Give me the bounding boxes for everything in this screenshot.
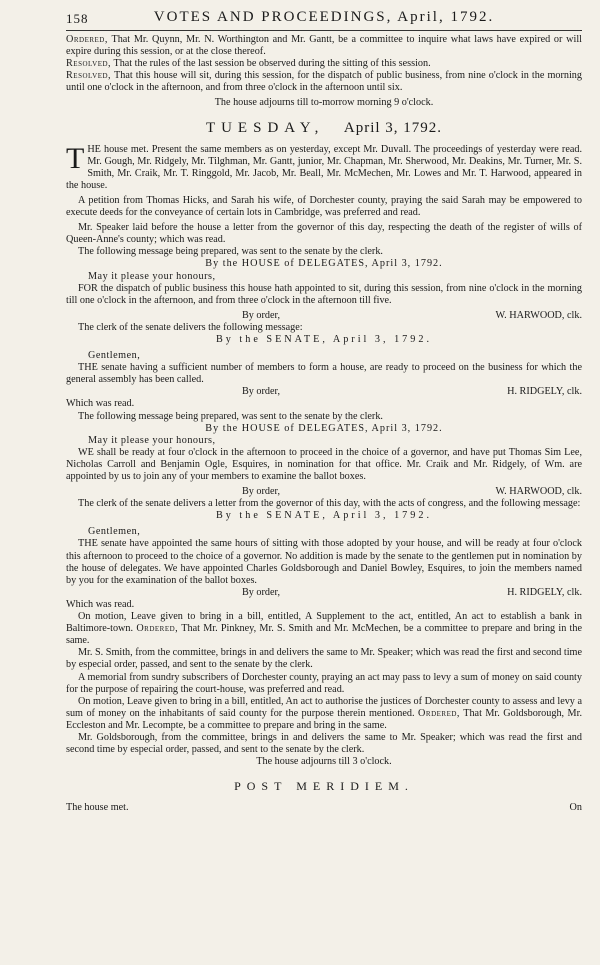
- signature-harwood-1: [66, 310, 582, 322]
- house-met-text: HE house met. Present the same members as on yesterday, except Mr. Duvall. The proceedings of yesterday were read. Mr. Gough, Mr. Ridgely, Mr. Tilghman, Mr. Gantt, junior, Mr. Chapman, Mr. Sherwood, Mr. Deakins, Mr. Turner, Mr. S. Smith, Mr. Craik, Mr. T. Ringgold, Mr. Jacob, Mr. Beall, Mr. McMechen, Mr. Lowes and Mr. T. Harwood, appeared in the house.: [66, 143, 582, 191]
- signature-harwood-2: [66, 486, 582, 498]
- paragraph-petition: A petition from Thomas Hicks, and Sarah his wife, of Dorchester county, praying the said Sarah may be empowered to execute deeds for the conveyance of certain lots in Cambridge, was preferred and read.: [66, 194, 582, 219]
- message-2-text: WE shall be ready at four o'clock in the afternoon to proceed in the choice of a governor, and have put Thomas Sim Lee, Nicholas Carroll and Benjamin Ogle, Esquires, in nomination for that office. Mr. Craik and Mr. Ridgely, of Wm. are appointed by us to join any of your members to examine the ballot boxes.: [66, 446, 582, 482]
- salutation-honours: May it please your honours,: [88, 270, 216, 282]
- message-1-text: FOR the dispatch of public business this house hath appointed to sit, during this session, from nine o'clock in the morning till one o'clock in the afternoon, and from three o'clock in the afternoon till five.: [66, 282, 582, 306]
- paragraph-resolved-2: [66, 70, 582, 94]
- by-senate-heading-1: By the SENATE, April 3, 1792.: [215, 333, 433, 345]
- paragraph-message-2: The following message being prepared, was sent to the senate by the clerk.: [78, 410, 383, 422]
- by-house-heading-2: By the HOUSE of DELEGATES, April 3, 1792.: [205, 422, 443, 434]
- paragraph-smith: Mr. S. Smith, from the committee, brings in and delivers the same to Mr. Speaker; which was read the first and second time by especial order, passed, and sent to the senate by the clerk.: [66, 647, 582, 671]
- by-order: By order,: [242, 486, 281, 498]
- document-body: [66, 34, 582, 815]
- motion-ordered-text: That Mr. Pinkney, Mr. S. Smith and Mr. McMechen, be a committee to prepare and bring in the same.: [66, 623, 582, 647]
- ordered-label: Ordered,: [66, 34, 108, 45]
- senate-message-1: THE senate having a sufficient number of members to form a house, are ready to proceed on the business for which the general assembly has been called.: [66, 362, 582, 386]
- day-heading: [66, 119, 582, 137]
- paragraph-motion-1: [66, 611, 582, 647]
- signature-ridgely-2: [66, 587, 582, 599]
- paragraph-speaker: Mr. Speaker laid before the house a letter from the governor of this day, respecting the death of the register of wills of Queen-Anne's county; which was read.: [66, 222, 582, 246]
- clerk-name: H. RIDGELY, clk.: [507, 386, 582, 398]
- post-meridiem-heading: POST MERIDIEM.: [234, 779, 414, 794]
- drop-cap: T: [66, 141, 85, 175]
- ordered-text: That Mr. Quynn, Mr. N. Worthington and Mr. Gantt, be a committee to inquire what laws have expired or will expire during this session, or at the close thereof.: [66, 34, 582, 58]
- house-met-pm: The house met.: [66, 802, 129, 814]
- paragraph-house-met: [66, 141, 582, 192]
- resolved-text: That the rules of the last session be observed during the sitting of this session.: [113, 58, 431, 70]
- day-date: April 3, 1792.: [343, 119, 443, 136]
- clerk-name: W. HARWOOD, clk.: [495, 309, 582, 321]
- paragraph-message-1: The following message being prepared, was sent to the senate by the clerk.: [78, 246, 383, 258]
- clerk-name: W. HARWOOD, clk.: [495, 486, 582, 498]
- motion-text: On motion, Leave given to bring in a bill, entitled, A Supplement to the act, entitled, An act to establish a bank in Baltimore-town.: [66, 611, 582, 635]
- paragraph-goldsborough: Mr. Goldsborough, from the committee, brings in and delivers the same to Mr. Speaker; which was read the first and second time by especial order, passed, and sent to the senate by the clerk.: [66, 731, 582, 756]
- page-number: 158: [66, 11, 89, 26]
- clerk-name: H. RIDGELY, clk.: [507, 586, 582, 598]
- paragraph-motion-2: [66, 696, 582, 732]
- ordered-label: Ordered,: [136, 623, 179, 635]
- by-senate-heading-2: By the SENATE, April 3, 1792.: [215, 510, 433, 522]
- paragraph-memorial: A memorial from sundry subscribers of Dorchester county, praying an act may pass to levy a sum of money on said county for the purpose of repairing the court-house, was preferred and read.: [66, 671, 582, 695]
- by-order: By order,: [242, 386, 281, 398]
- signature-ridgely-1: [66, 386, 582, 398]
- which-read-1: Which was read.: [66, 398, 135, 410]
- senate-message-2: THE senate have appointed the same hours of sitting with those adopted by your house, and will be ready at four o'clock this afternoon to proceed to the choice of a governor. No addition is made by the senate to the gentlemen put in nomination by the house of delegates. We have appointed Charles Goldsborough and Daniel Bowley, Esquires, to join the members named by you for the examination of the ballot boxes.: [66, 538, 582, 586]
- resolved-label: Resolved,: [66, 58, 112, 70]
- salutation-gentlemen: Gentlemen,: [88, 350, 141, 362]
- resolved-label: Resolved,: [66, 70, 112, 82]
- adjourn-note-2: The house adjourns till 3 o'clock.: [256, 756, 392, 768]
- salutation-gentlemen-2: Gentlemen,: [88, 526, 141, 538]
- ordered-label: Ordered,: [418, 707, 460, 719]
- by-order: By order,: [242, 309, 281, 321]
- which-read-2: Which was read.: [66, 598, 135, 610]
- by-order: By order,: [242, 586, 281, 598]
- motion-text: On motion, Leave given to bring in a bill, entitled, An act to authorise the justices of Dorchester county to assess and levy a sum of money on the inhabitants of said county for the purpose therein mentioned.: [66, 695, 582, 719]
- paragraph-resolved-1: [66, 58, 582, 70]
- motion-ordered-text: That Mr. Goldsborough, Mr. Eccleston and Mr. Lecompte, be a committee to prepare and bring in the same.: [66, 707, 582, 731]
- by-house-heading-1: By the HOUSE of DELEGATES, April 3, 1792.: [205, 258, 443, 270]
- paragraph-clerk-2: The clerk of the senate delivers a letter from the governor of this day, with the acts of congress, and the following message:: [78, 498, 581, 510]
- page-title: VOTES AND PROCEEDINGS, April, 1792.: [153, 9, 495, 25]
- adjourn-note: The house adjourns till to-morrow morning 9 o'clock.: [214, 97, 434, 109]
- salutation-honours-2: May it please your honours,: [88, 434, 216, 446]
- catchword: On: [569, 802, 582, 814]
- running-header: [66, 8, 582, 31]
- resolved-text: That this house will sit, during this session, for the dispatch of public business, from nine o'clock in the morning until one o'clock in the afternoon, and from three o'clock in the afternoon until six.: [66, 70, 582, 94]
- paragraph-ordered: [66, 34, 582, 58]
- paragraph-clerk-1: The clerk of the senate delivers the following message:: [78, 321, 303, 333]
- day-name: TUESDAY,: [205, 119, 325, 136]
